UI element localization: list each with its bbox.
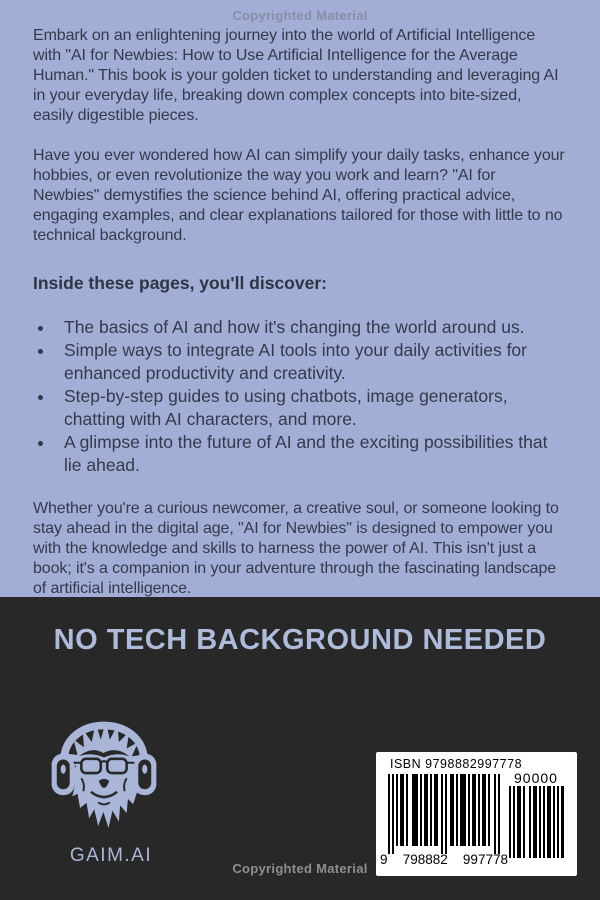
barcode-bars-main: [388, 774, 502, 854]
barcode-addon-value: 90000: [514, 770, 558, 786]
copyright-notice-bottom: Copyrighted Material: [232, 861, 368, 876]
paragraph-closing: Whether you're a curious newcomer, a creative soul, or someone looking to stay ahead in the digital age, "AI for Newbies" is designed to empower you with the knowledge and skills to harness the power of AI. This isn't just a book; it's a companion in your adventure through the fascinating landscape of artificial intelligence.: [33, 500, 559, 597]
brand-name: GAIM.AI: [69, 845, 153, 866]
list-item: • The basics of AI and how it's changing the world around us.: [55, 316, 565, 339]
barcode-bars-addon: [509, 786, 564, 858]
list-item: • Simple ways to integrate AI tools into your daily activities for enhanced productivity and creativity.: [55, 339, 565, 385]
discover-heading: Inside these pages, you'll discover:: [33, 273, 327, 293]
brand-block: [36, 689, 186, 867]
barcode-digit-group1: 798882: [402, 852, 448, 867]
back-cover-blurb: [33, 26, 565, 619]
barcode: [376, 752, 577, 876]
paragraph-intro: Embark on an enlightening journey into the world of Artificial Intelligence with "AI for Newbies: How to Use Artificial Intelligence for the Average Human." This book is your golden ticket to understanding and leveraging AI in your everyday life, breaking down complex concepts into bite-sized, easily digestible pieces.: [33, 27, 559, 124]
isbn-label: ISBN 9798882997778: [390, 757, 523, 771]
list-item: • A glimpse into the future of AI and the exciting possibilities that lie ahead.: [55, 431, 565, 477]
banner-headline: NO TECH BACKGROUND NEEDED: [53, 624, 547, 656]
barcode-digit-first: 9: [380, 852, 388, 867]
copyright-notice-top: Copyrighted Material: [232, 8, 368, 23]
bottom-banner: [0, 597, 600, 900]
paragraph-hook: Have you ever wondered how AI can simplify your daily tasks, enhance your hobbies, or even revolutionize the way you work and learn? "AI for Newbies" demystifies the science behind AI, offering practical advice, engaging examples, and clear explanations tailored for those with little to no technical background.: [33, 147, 565, 244]
discover-list: [33, 316, 565, 477]
barcode-digit-group2: 997778: [462, 852, 508, 867]
gaim-monkey-logo: [36, 689, 172, 841]
list-item: • Step-by-step guides to using chatbots, image generators, chatting with AI characters, and more.: [55, 385, 565, 431]
